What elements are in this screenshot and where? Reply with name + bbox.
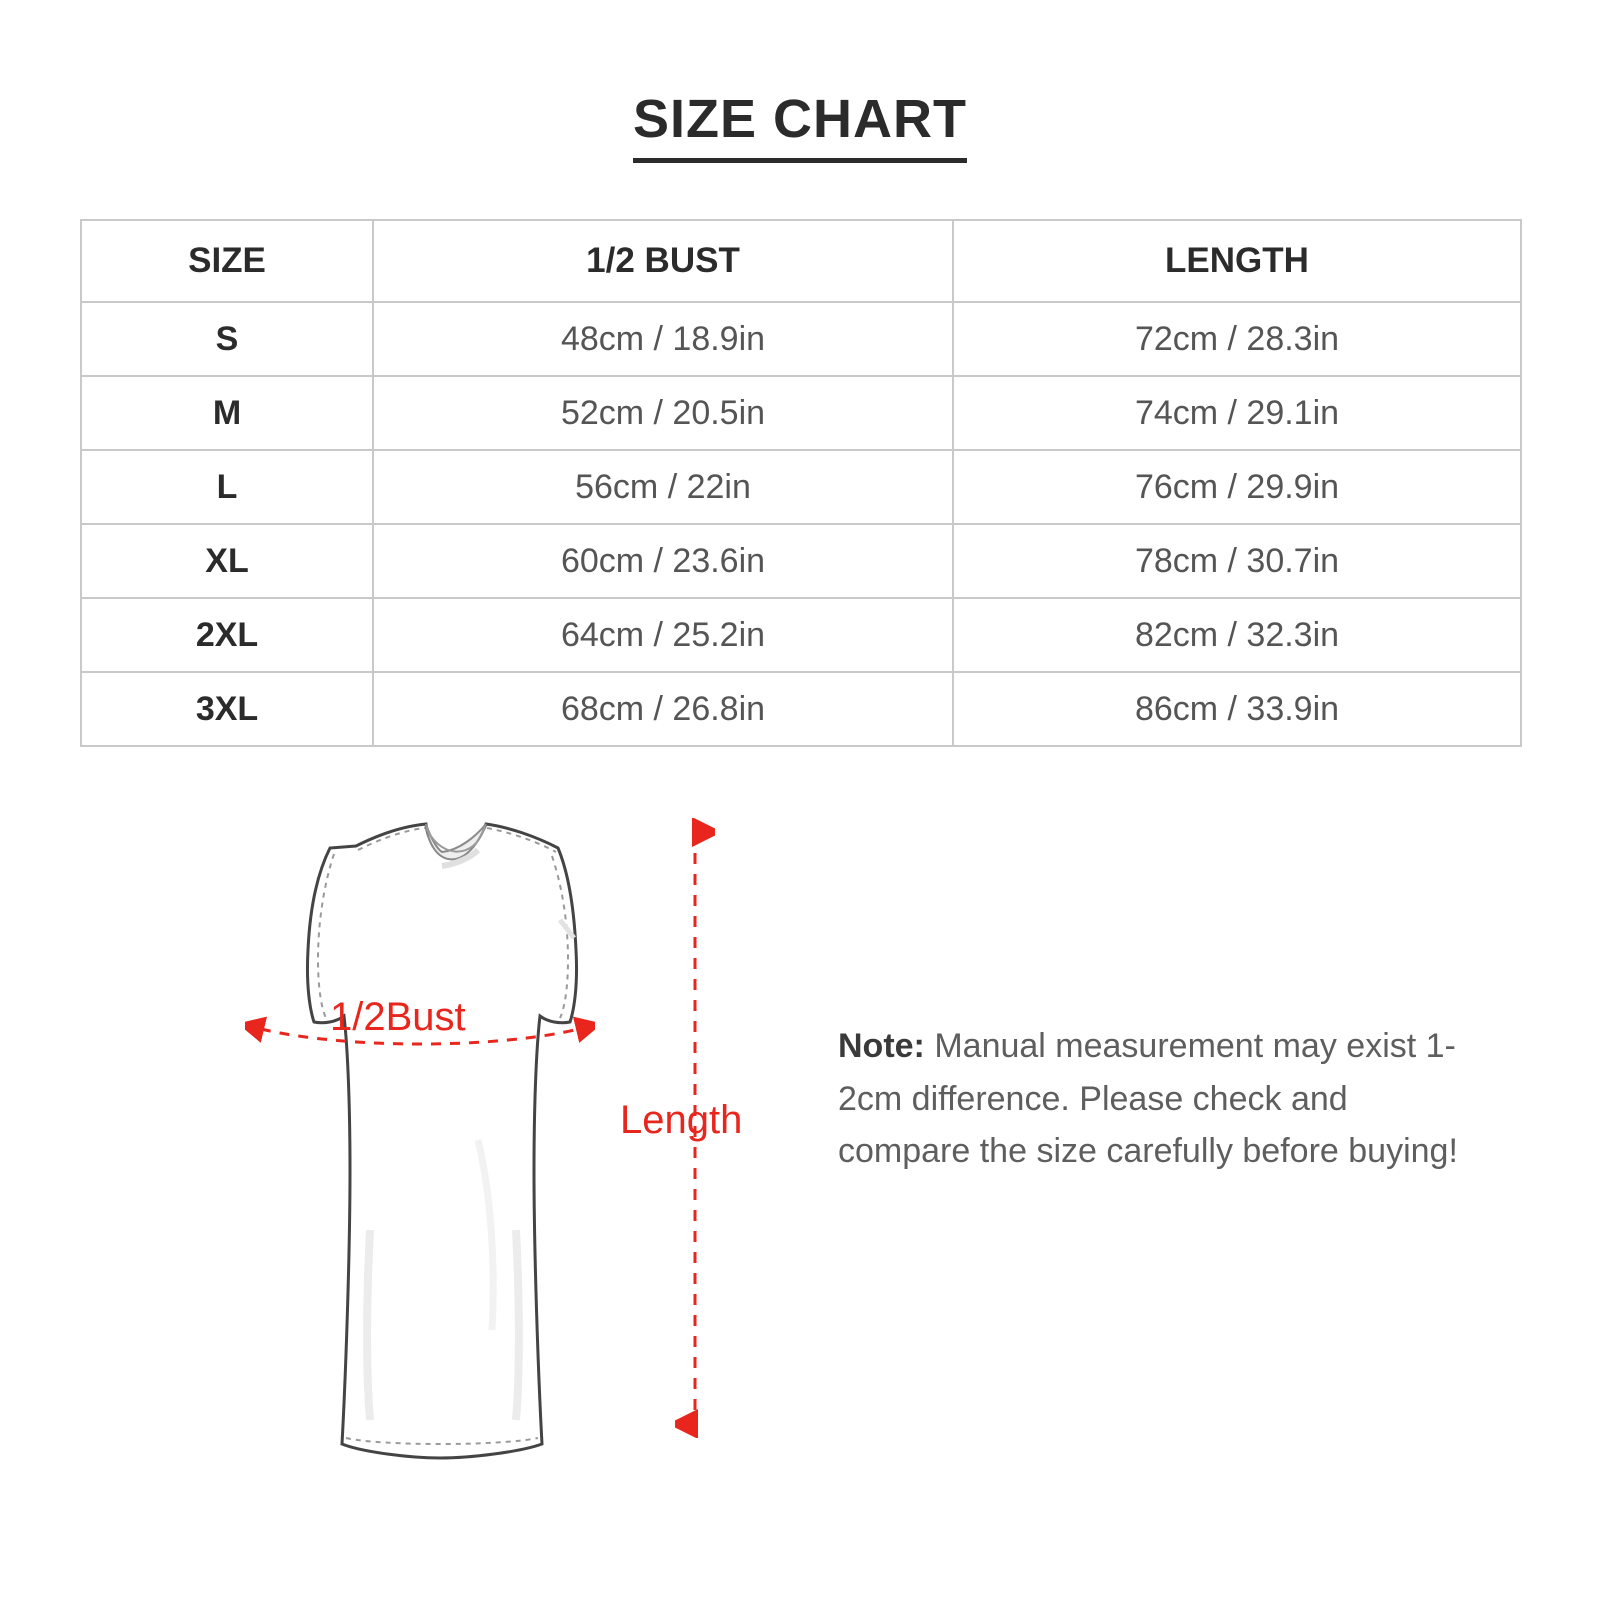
table-row [81, 524, 1521, 598]
tank-top-illustration-icon [230, 810, 650, 1510]
length-measure-label: Length [620, 1098, 743, 1142]
cell-size: M [81, 376, 373, 450]
cell-size: 3XL [81, 672, 373, 746]
table-row [81, 302, 1521, 376]
size-chart-table [80, 219, 1522, 747]
table-row [81, 598, 1521, 672]
note-label: Note: [838, 1027, 925, 1065]
cell-bust: 68cm / 26.8in [373, 672, 953, 746]
cell-bust: 60cm / 23.6in [373, 524, 953, 598]
column-header-length: LENGTH [953, 220, 1521, 302]
cell-size: 2XL [81, 598, 373, 672]
table-header-row [81, 220, 1521, 302]
note-text [838, 1020, 1478, 1178]
size-table-container [80, 219, 1520, 747]
table-row [81, 672, 1521, 746]
cell-bust: 64cm / 25.2in [373, 598, 953, 672]
page-title: SIZE CHART [633, 88, 967, 163]
page-title-container [0, 0, 1600, 163]
cell-bust: 56cm / 22in [373, 450, 953, 524]
note-body: Manual measurement may exist 1-2cm difference. Please check and compare the size carefully before buying! [838, 1027, 1458, 1171]
cell-length: 72cm / 28.3in [953, 302, 1521, 376]
cell-length: 78cm / 30.7in [953, 524, 1521, 598]
table-row [81, 376, 1521, 450]
cell-length: 74cm / 29.1in [953, 376, 1521, 450]
cell-size: L [81, 450, 373, 524]
column-header-bust: 1/2 BUST [373, 220, 953, 302]
cell-length: 82cm / 32.3in [953, 598, 1521, 672]
cell-bust: 52cm / 20.5in [373, 376, 953, 450]
cell-length: 76cm / 29.9in [953, 450, 1521, 524]
cell-size: XL [81, 524, 373, 598]
table-row [81, 450, 1521, 524]
cell-length: 86cm / 33.9in [953, 672, 1521, 746]
column-header-size: SIZE [81, 220, 373, 302]
cell-bust: 48cm / 18.9in [373, 302, 953, 376]
cell-size: S [81, 302, 373, 376]
bust-measure-label: 1/2Bust [330, 995, 466, 1039]
